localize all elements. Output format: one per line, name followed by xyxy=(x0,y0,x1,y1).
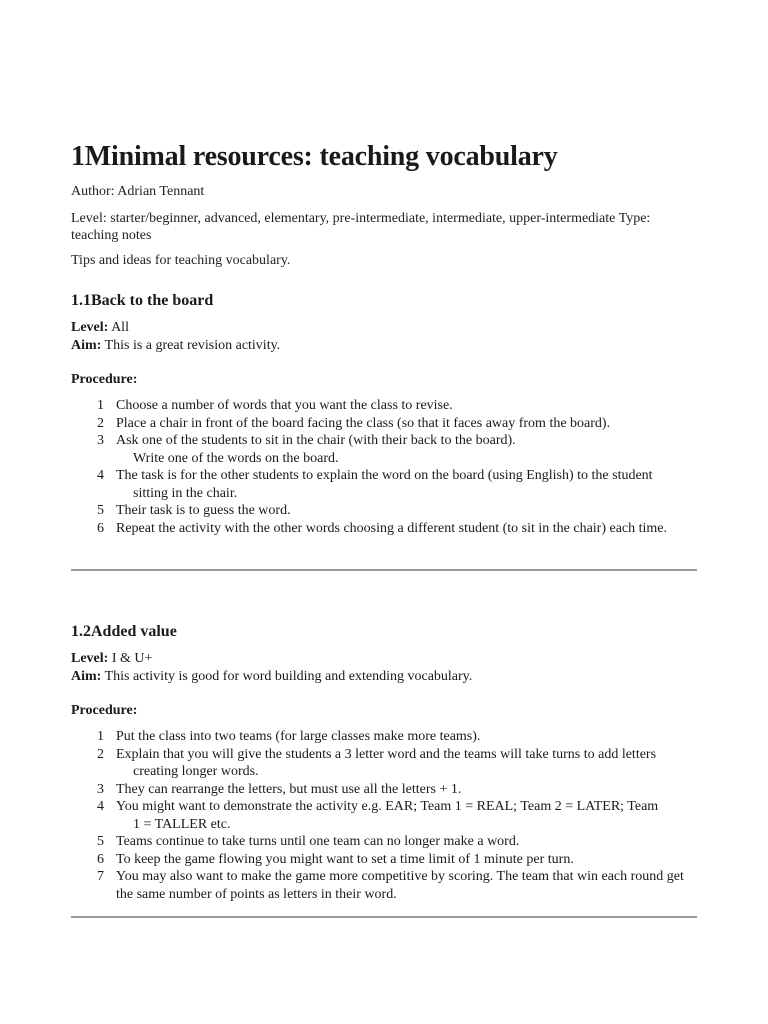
step-text: Explain that you will give the students a 3 letter word and the teams will take turns to add letters xyxy=(116,746,657,762)
section-2-procedure-label: Procedure: xyxy=(71,703,138,718)
step-text: Put the class into two teams (for large classes make more teams). xyxy=(116,729,481,744)
procedure-step xyxy=(71,851,697,869)
step-number: 6 xyxy=(97,851,104,867)
author-line: Author: Adrian Tennant xyxy=(71,184,205,199)
step-number: 4 xyxy=(97,799,104,814)
step-text: Teams continue to take turns until one team can no longer make a word. xyxy=(116,834,520,849)
step-number: 6 xyxy=(97,520,104,536)
procedure-step xyxy=(71,467,697,502)
step-text: You might want to demonstrate the activity e.g. EAR; Team 1 = REAL; Team 2 = LATER; Team xyxy=(116,799,659,814)
procedure-step xyxy=(71,781,697,799)
step-text: To keep the game flowing you might want to set a time limit of 1 minute per turn. xyxy=(116,851,574,867)
section-1-aim xyxy=(71,337,280,355)
step-continuation: sitting in the chair. xyxy=(133,485,238,501)
procedure-step xyxy=(71,502,697,520)
section-divider xyxy=(71,916,697,918)
procedure-step xyxy=(71,798,697,833)
section-divider xyxy=(71,569,697,571)
section-1-level xyxy=(71,319,129,337)
step-number: 1 xyxy=(97,729,104,744)
section-2-heading: 1.2Added value xyxy=(71,623,177,640)
step-text: Their task is to guess the word. xyxy=(116,503,291,518)
section-1-heading: 1.1Back to the board xyxy=(71,292,214,309)
section-2-steps xyxy=(71,728,697,903)
step-number: 5 xyxy=(97,503,104,518)
step-number: 4 xyxy=(97,468,104,483)
level-label: Level: xyxy=(71,320,109,335)
procedure-step xyxy=(71,520,697,538)
step-number: 2 xyxy=(97,746,104,762)
level-value: I & U+ xyxy=(111,651,153,666)
step-number: 3 xyxy=(97,781,104,797)
step-continuation: Write one of the words on the board. xyxy=(133,450,339,466)
aim-value: This activity is good for word building and extending vocabulary. xyxy=(104,669,473,684)
procedure-step xyxy=(71,397,697,415)
level-type-line: Level: starter/beginner, advanced, elementary, pre-intermediate, intermediate, upper-intermediate Type: teaching notes xyxy=(71,211,651,243)
step-continuation: 1 = TALLER etc. xyxy=(133,816,231,832)
procedure-step xyxy=(71,746,697,781)
step-text: Choose a number of words that you want the class to revise. xyxy=(116,398,453,413)
step-text: The task is for the other students to explain the word on the board (using English) to the student xyxy=(116,468,653,483)
section-2-aim xyxy=(71,668,472,686)
aim-label: Aim: xyxy=(71,669,102,684)
procedure-step xyxy=(71,868,697,903)
aim-value: This is a great revision activity. xyxy=(104,338,281,353)
section-1-procedure-label: Procedure: xyxy=(71,372,138,387)
section-2-level xyxy=(71,650,152,668)
step-text: They can rearrange the letters, but must use all the letters + 1. xyxy=(116,781,462,797)
level-value: All xyxy=(111,320,129,335)
step-number: 5 xyxy=(97,834,104,849)
procedure-step xyxy=(71,432,697,467)
step-text: Place a chair in front of the board facing the class (so that it faces away from the board). xyxy=(116,415,611,431)
step-number: 1 xyxy=(97,398,104,413)
level-label: Level: xyxy=(71,651,109,666)
step-text: You may also want to make the game more competitive by scoring. The team that win each round get the same number of points as letters in their word. xyxy=(116,869,684,902)
document-title: 1Minimal resources: teaching vocabulary xyxy=(71,141,558,172)
section-1-steps xyxy=(71,397,697,537)
procedure-step xyxy=(71,728,697,746)
procedure-step xyxy=(71,415,697,433)
step-number: 3 xyxy=(97,433,104,448)
step-continuation: creating longer words. xyxy=(133,764,259,779)
step-number: 2 xyxy=(97,415,104,431)
procedure-step xyxy=(71,833,697,851)
step-text: Ask one of the students to sit in the chair (with their back to the board). xyxy=(116,433,516,448)
step-number: 7 xyxy=(97,869,104,884)
step-text: Repeat the activity with the other words choosing a different student (to sit in the chair) each time. xyxy=(116,520,668,536)
aim-label: Aim: xyxy=(71,338,102,353)
tips-line: Tips and ideas for teaching vocabulary. xyxy=(71,253,291,268)
